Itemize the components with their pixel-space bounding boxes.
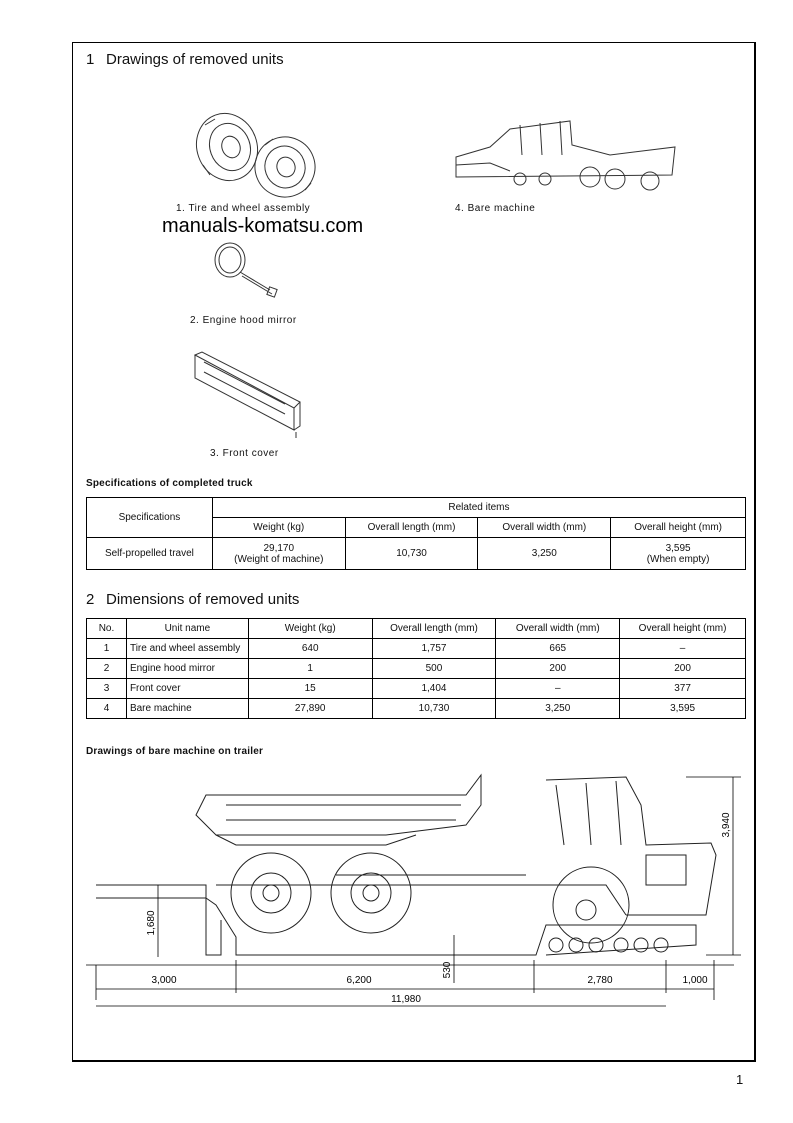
spec-table-heading: Specifications of completed truck [86, 478, 253, 489]
dim-cell: 200 [496, 659, 620, 679]
dim-cell: 665 [496, 639, 620, 659]
dim-cell: 377 [620, 679, 746, 699]
dim-1000: 1,000 [682, 975, 708, 986]
spec-header-length: Overall length (mm) [345, 518, 478, 538]
dim-cell: – [620, 639, 746, 659]
trailer-drawing [86, 765, 746, 1020]
trailer-heading: Drawings of bare machine on trailer [86, 746, 264, 757]
dim-header-height: Overall height (mm) [620, 619, 746, 639]
section-2-heading [86, 591, 299, 608]
spec-length-cell: 10,730 [345, 538, 478, 570]
section-2-number: 2 [86, 591, 95, 608]
spec-weight-value: 29,170 [263, 542, 295, 554]
dim-cell: Front cover [126, 679, 248, 699]
dim-6200: 6,200 [346, 975, 372, 986]
dim-cell: 10,730 [372, 699, 496, 719]
dimensions-table [86, 618, 746, 719]
dim-cell: 200 [620, 659, 746, 679]
dim-cell: 27,890 [248, 699, 372, 719]
section-1-title: Drawings of removed units [106, 51, 284, 68]
dim-cell: 1 [248, 659, 372, 679]
dim-cell: 640 [248, 639, 372, 659]
dim-1680: 1,680 [146, 910, 157, 936]
dim-3940: 3,940 [721, 812, 732, 838]
spec-weight-cell [212, 538, 345, 570]
spec-header-height: Overall height (mm) [611, 518, 746, 538]
dim-cell: 500 [372, 659, 496, 679]
spec-header-weight: Weight (kg) [212, 518, 345, 538]
spec-weight-note: (Weight of machine) [234, 553, 324, 565]
table-row [87, 639, 746, 659]
dim-cell: 15 [248, 679, 372, 699]
spec-col-header: Specifications [87, 498, 213, 538]
dim-header-weight: Weight (kg) [248, 619, 372, 639]
dim-cell: 1 [87, 639, 127, 659]
dim-cell: Engine hood mirror [126, 659, 248, 679]
dim-cell: 3,250 [496, 699, 620, 719]
dim-cell: Bare machine [126, 699, 248, 719]
section-2-title: Dimensions of removed units [106, 591, 300, 608]
tire-caption: 1. Tire and wheel assembly [176, 203, 311, 214]
dim-cell: 4 [87, 699, 127, 719]
section-1-heading [86, 51, 284, 68]
tire-wheel-drawing [185, 105, 330, 200]
mirror-drawing [210, 240, 285, 305]
dim-cell: 3 [87, 679, 127, 699]
bare-caption: 4. Bare machine [455, 203, 536, 214]
watermark: manuals-komatsu.com [162, 215, 364, 237]
mirror-caption: 2. Engine hood mirror [190, 315, 297, 326]
dim-2780: 2,780 [587, 975, 613, 986]
related-items-header: Related items [212, 498, 745, 518]
dim-header-unit: Unit name [126, 619, 248, 639]
dim-cell: – [496, 679, 620, 699]
dim-cell: 3,595 [620, 699, 746, 719]
spec-height-value: 3,595 [665, 542, 691, 554]
table-row [87, 679, 746, 699]
spec-header-width: Overall width (mm) [478, 518, 611, 538]
table-row [87, 699, 746, 719]
front-cover-drawing [190, 350, 305, 440]
dim-header-width: Overall width (mm) [496, 619, 620, 639]
dim-cell: 2 [87, 659, 127, 679]
spec-height-note: (When empty) [646, 553, 710, 565]
section-1-number: 1 [86, 51, 95, 68]
dim-3000: 3,000 [151, 975, 177, 986]
dim-header-no: No. [87, 619, 127, 639]
page-number: 1 [736, 1072, 744, 1087]
dim-11980: 11,980 [391, 994, 421, 1005]
dim-cell: 1,404 [372, 679, 496, 699]
spec-height-cell [611, 538, 746, 570]
spec-table [86, 497, 746, 570]
dim-cell: 1,757 [372, 639, 496, 659]
cover-caption: 3. Front cover [210, 448, 279, 459]
dim-header-length: Overall length (mm) [372, 619, 496, 639]
dimension-lines [86, 777, 741, 1006]
spec-width-cell: 3,250 [478, 538, 611, 570]
dim-cell: Tire and wheel assembly [126, 639, 248, 659]
table-row [87, 659, 746, 679]
truck-outline [96, 775, 716, 955]
dim-530: 530 [442, 961, 453, 979]
spec-row-label: Self-propelled travel [87, 538, 213, 570]
bare-machine-drawing [450, 115, 680, 200]
